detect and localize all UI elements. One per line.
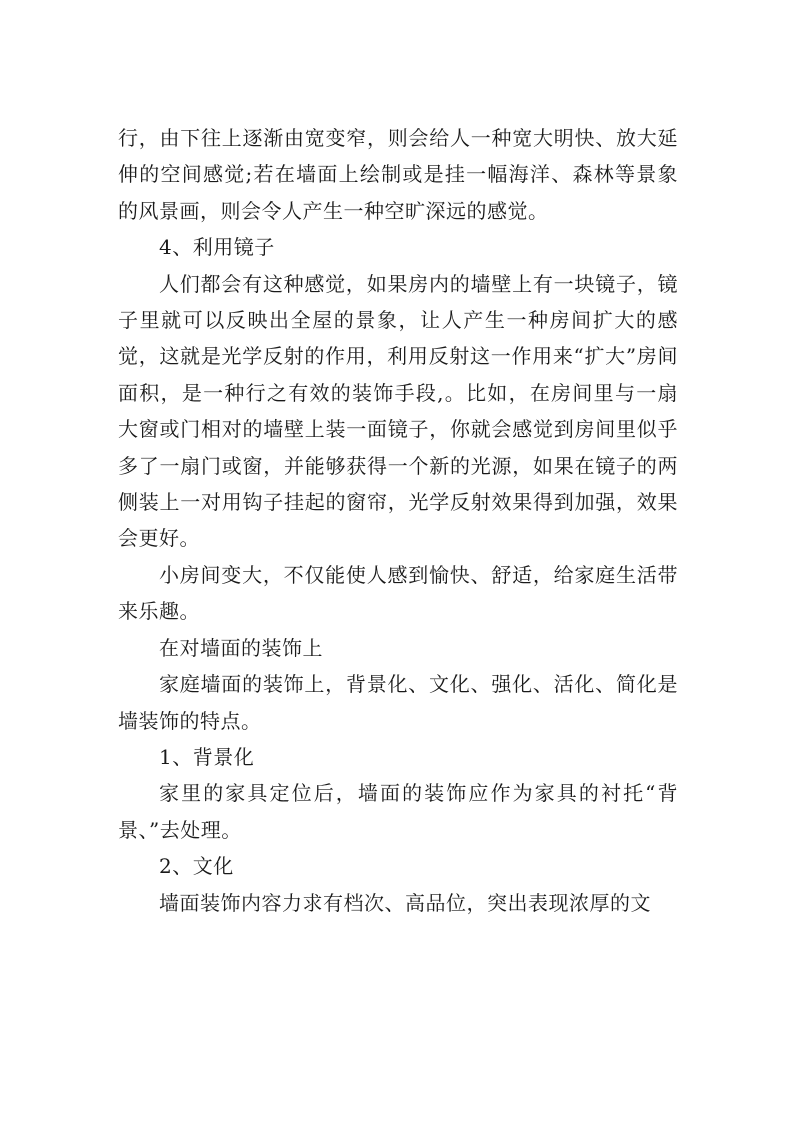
paragraph-small-room: 小房间变大，不仅能使人感到愉快、舒适，给家庭生活带来乐趣。	[118, 562, 678, 624]
section-heading-background: 1、背景化	[159, 744, 255, 769]
paragraph-culture: 墙面装饰内容力求有档次、高品位，突出表现浓厚的文	[159, 890, 651, 915]
paragraph-background: 家里的家具定位后，墙面的装饰应作为家具的衬托“背景、”去处理。	[118, 781, 678, 842]
section-heading-mirror: 4、利用镜子	[159, 235, 275, 260]
paragraph-mirror-effect: 人们都会有这种感觉，如果房内的墙壁上有一块镜子，镜子里就可以反映出全屋的景象，让人产生一种房间扩大的感觉，这就是光学反射的作用，利用反射这一作用来“扩大”房间面积，是一种行之有效的装饰手段,。比如，在房间里与一扇大窗或门相对的墙壁上装一面镜子，你就会感觉到房间里似乎多了一扇门或窗，并能够获得一个新的光源，如果在镜子的两侧装上一对用钩子挂起的窗帘，光学反射效果得到加强，效果会更好。	[118, 271, 678, 551]
paragraph-continued: 行，由下往上逐渐由宽变窄，则会给人一种宽大明快、放大延伸的空间感觉;若在墙面上绘制或是挂一幅海洋、森林等景象的风景画，则会令人产生一种空旷深远的感觉。	[118, 126, 678, 223]
document-body	[118, 120, 678, 921]
paragraph-wall-features: 家庭墙面的装饰上，背景化、文化、强化、活化、简化是墙装饰的特点。	[118, 672, 678, 733]
section-heading-wall-decoration: 在对墙面的装饰上	[159, 635, 323, 660]
section-heading-culture: 2、文化	[159, 854, 234, 879]
